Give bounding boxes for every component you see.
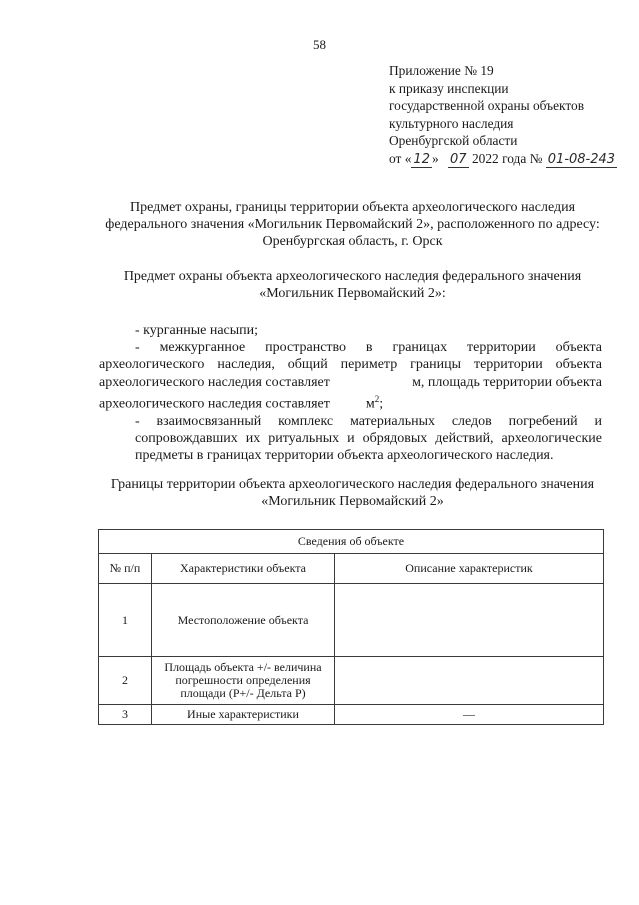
perimeter-label: археологического наследия составляет (99, 374, 330, 390)
item-space-line-2: археологического наследия, общий периметр границы территории объекта (99, 357, 602, 373)
item-complex: - взаимосвязанный комплекс материальных следов погребений и сопровождавших их ритуальных и обрядовых действий, археологические предметы в границах территории объекта археологического наследия. (135, 413, 602, 464)
area-unit-sup: 2 (374, 393, 380, 404)
header-number: № п/п (99, 554, 152, 584)
appendix-date-line (389, 150, 629, 168)
row-description: — (335, 705, 604, 725)
date-mid: » (431, 150, 439, 166)
appendix-block (389, 62, 629, 168)
item-space-line-3 (99, 374, 602, 391)
table-caption: Сведения об объекте (99, 530, 604, 554)
row-characteristic: Площадь объекта +/- величина погрешности определения площади (Р+/- Дельта Р) (152, 657, 335, 705)
handwritten-day: 12 (413, 151, 430, 167)
protection-subject-heading: Предмет охраны объекта археологического наследия федерального значения «Могильник Первомайский 2»: (123, 269, 582, 301)
row-number: 1 (99, 584, 152, 657)
area-label: археологического наследия составляет (99, 396, 330, 412)
appendix-line-3: государственной охраны объектов (389, 98, 585, 114)
object-info-table (98, 529, 604, 725)
handwritten-order-number: 01-08-243 (547, 151, 616, 167)
table-row (99, 657, 604, 705)
document-title: Предмет охраны, границы территории объекта археологического наследия федерального значения «Могильник Первомайский 2», расположенного по адресу: Оренбургская область, г. Орск (105, 200, 600, 249)
row-number: 3 (99, 705, 152, 725)
date-prefix: от « (389, 150, 412, 166)
appendix-line-2: к приказу инспекции (389, 80, 509, 96)
table-row (99, 584, 604, 657)
date-year: 2022 года № (471, 150, 543, 166)
borders-heading: Границы территории объекта археологического наследия федерального значения «Могильник Первомайский 2» (110, 477, 595, 509)
row-description (335, 584, 604, 657)
row-characteristic: Местоположение объекта (152, 584, 335, 657)
row-description (335, 657, 604, 705)
item-space-line-1: - межкурганное пространство в границах территории объекта (135, 340, 602, 356)
perimeter-unit-text: м, площадь территории объекта (412, 374, 602, 390)
appendix-line-5: Оренбургской области (389, 133, 518, 149)
page-number: 58 (313, 37, 326, 52)
item-mounds: - курганные насыпи; (135, 323, 259, 338)
row-characteristic: Иные характеристики (152, 705, 335, 725)
area-end: ; (379, 396, 384, 412)
table-row (99, 705, 604, 725)
header-description: Описание характеристик (335, 554, 604, 584)
item-space-line-4 (99, 391, 602, 413)
protection-items (99, 322, 602, 464)
header-characteristic: Характеристики объекта (152, 554, 335, 584)
row-number: 2 (99, 657, 152, 705)
appendix-line-1: Приложение № 19 (389, 63, 494, 78)
area-unit: м (365, 396, 375, 412)
handwritten-month: 07 (450, 151, 467, 167)
appendix-line-4: культурного наследия (389, 115, 514, 131)
